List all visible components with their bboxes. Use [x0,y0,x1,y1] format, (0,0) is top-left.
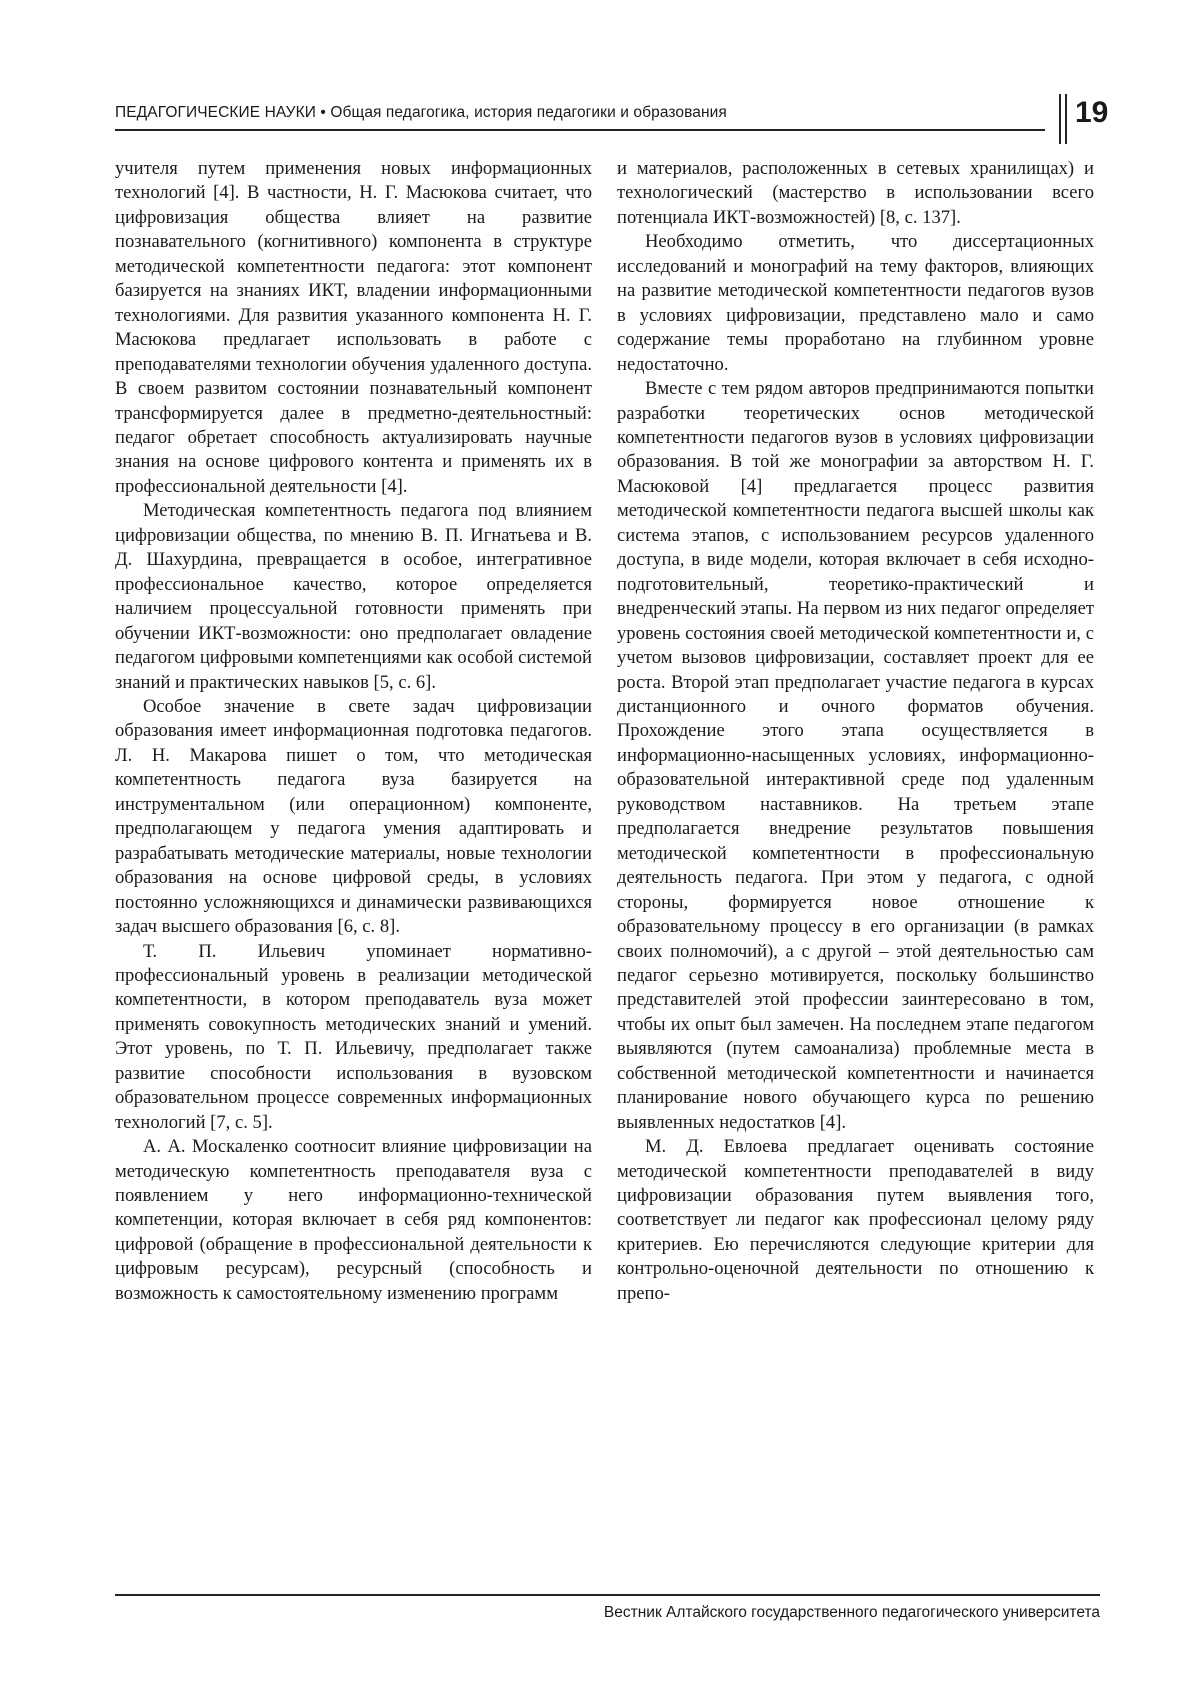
page-number: 19 [1075,96,1109,129]
paragraph: Методическая компетентность педагога под влиянием цифровизации общества, по мнению В. П. Игнатьева и В. Д. Шахурдина, превращается в особое, интегративное профессиональное качество, которое определяется наличием процессуальной готовности применять при обучении ИКТ-возможности: оно предполагает овладение педагогом цифровыми компетенциями как особой системой знаний и практических навыков [5, с. 6]. [115,500,592,693]
paragraph: Особое значение в свете задач цифровизации образования имеет информационная подготовка педагогов. Л. Н. Макарова пишет о том, что методическая компетентность педагога вуза базируется на инструментальном (или операционном) компоненте, предполагающем у педагога умения адаптировать и разрабатывать методические материалы, новые технологии образования на основе цифровой среды, в условиях постоянно усложняющихся и динамически развивающихся задач высшего образования [6, с. 8]. [115,695,592,938]
journal-title: Вестник Алтайского государственного педагогического университета [603,1604,1100,1621]
header-vertical-bar [1059,94,1061,144]
header-vertical-bar [1065,94,1067,144]
right-column [617,157,1094,1306]
paragraph: Необходимо отметить, что диссертационных исследований и монографий на тему факторов, влияющих на развитие методической компетентности педагогов вузов в условиях цифровизации, представлено мало и само содержание темы проработано на глубинном уровне недостаточно. [617,231,1094,375]
paragraph: и материалов, расположенных в сетевых хранилищах) и технологический (мастерство в использовании всего потенциала ИКТ-возможностей) [8, с. 137]. [617,158,1094,228]
running-header [115,94,1115,142]
header-title [115,104,727,122]
header-separator: • [315,104,331,121]
header-section: ПЕДАГОГИЧЕСКИЕ НАУКИ [115,104,316,121]
header-subsection: Общая педагогика, история педагогики и образования [330,104,727,121]
paragraph: М. Д. Евлоева предлагает оценивать состояние методической компетентности преподавателей в виду цифровизации образования путем выявления того, соответствует ли педагог как профессионал целому ряду критериев. Ею перечисляются следующие критерии для контрольно-оценочной деятельности по отношению к препо- [617,1136,1094,1304]
left-column [115,157,592,1306]
paragraph: А. А. Москаленко соотносит влияние цифровизации на методическую компетентность преподавателя вуза с появлением у него информационно-технической компетенции, которая включает в себя ряд компонентов: цифровой (обращение в профессиональной деятельности к цифровым ресурсам), ресурсный (способность и возможность к самостоятельному изменению программ [115,1136,592,1304]
paragraph: учителя путем применения новых информационных технологий [4]. В частности, Н. Г. Масюкова считает, что цифровизация общества влияет на развитие познавательного (когнитивного) компонента в структуре методической компетентности педагога: этот компонент базируется на знаниях ИКТ, владении информационными технологиями. Для развития указанного компонента Н. Г. Масюкова предлагает использовать в работе с преподавателями технологии обучения удаленного доступа. В своем развитом состоянии познавательный компонент трансформируется далее в предметно-деятельностный: педагог обретает способность актуализировать научные знания на основе цифрового контента и применять их в профессиональной деятельности [4]. [115,158,592,497]
paragraph: Т. П. Ильевич упоминает нормативно-профессиональный уровень в реализации методической компетентности, в котором преподаватель вуза может применять совокупность методических знаний и умений. Этот уровень, по Т. П. Ильевичу, предполагает также развитие способности использования в вузовском образовательном процессе современных информационных технологий [7, с. 5]. [115,940,592,1133]
footer-rule [115,1594,1100,1596]
paragraph: Вместе с тем рядом авторов предпринимаются попытки разработки теоретических основ методической компетентности педагогов вузов в условиях цифровизации образования. В той же монографии за авторством Н. Г. Масюковой [4] предлагается процесс развития методической компетентности педагога высшей школы как система этапов, с использованием ресурсов удаленного доступа, в виде модели, которая включает в себя исходно-подготовительный, теоретико-практический и внедренческий этапы. На первом из них педагог определяет уровень состояния своей методической компетентности и, с учетом вызовов цифровизации, составляет проект для ее роста. Второй этап предполагает участие педагога в курсах дистанционного и очного форматов обучения. Прохождение этого этапа осуществляется в информационно-насыщенных условиях, информационно-образовательной интерактивной среде под удаленным руководством наставников. На третьем этапе предполагается внедрение результатов повышения методической компетентности в профессиональную деятельность педагога. При этом у педагога, с одной стороны, формируется новое отношение к образовательному процессу в его организации (в рамках своих полномочий), а с другой – этой деятельностью сам педагог серьезно мотивируется, поскольку большинство представителей этой профессии заинтересовано в том, чтобы их опыт был замечен. На последнем этапе педагогом выявляются (путем самоанализа) проблемные места в собственной методической компетентности и начинается планирование нового обучающего курса по решению выявленных недостатков [4]. [617,378,1094,1133]
header-rule [115,129,1045,131]
